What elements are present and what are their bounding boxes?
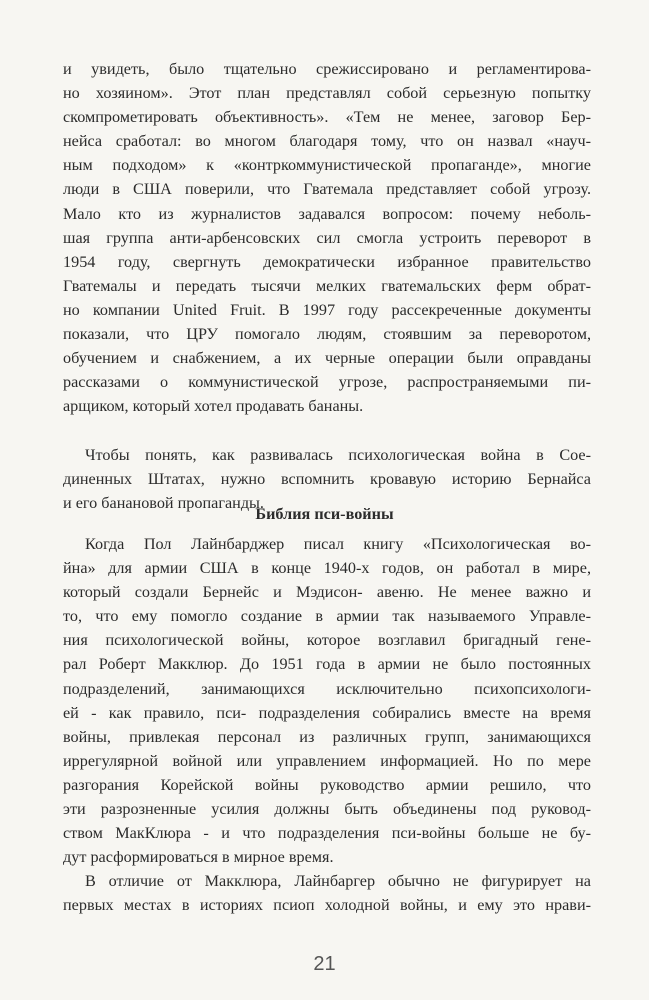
text-line: показали, что ЦРУ помогало людям, стоявшим за переворотом,: [63, 325, 591, 344]
text-line: и его банановой пропаганды.: [63, 494, 264, 513]
text-line: дут расформироваться в мирное время.: [63, 848, 334, 867]
text-line: люди в США поверили, что Гватемала представляет собой угрозу.: [63, 180, 591, 199]
text-line: арщиком, который хотел продавать бананы.: [63, 397, 364, 416]
text-line: и увидеть, было тщательно срежиссировано и регламентирова-: [63, 60, 591, 78]
paragraph-1: [63, 57, 591, 418]
text-line: диненных Штатах, нужно вспомнить кровавую историю Бернайса: [63, 470, 591, 489]
text-line: ным подходом» к «контркоммунистической пропаганде», многие: [63, 156, 591, 175]
text-line: рал Роберт Макклюр. До 1951 года в армии не было постоянных: [63, 655, 591, 674]
text-line: рассказами о коммунистической угрозе, распространяемыми пи-: [63, 373, 591, 392]
text-line: Гватемалы и передать тысячи мелких гватемальских ферм обрат-: [63, 276, 591, 295]
text-line: ей - как правило, пси- подразделения собирались вместе на время: [63, 703, 591, 722]
text-line: Когда Пол Лайнбарджер писал книгу «Психологическая во-: [85, 535, 591, 553]
text-line: нейса сработал: во многом благодаря тому, что он назвал «науч-: [63, 132, 591, 151]
text-line: шая группа анти-арбенсовских сил смогла устроить переворот в: [63, 228, 591, 247]
paragraph-4: [63, 869, 591, 917]
text-line: войны, привлекая персонал из различных групп, занимающихся: [63, 727, 591, 746]
text-line: ния психологической войны, которое возглавил бригадный гене-: [63, 631, 591, 650]
text-line: первых местах в историях псиоп холодной войны, и ему это нрави-: [63, 896, 591, 915]
text-line: подразделений, занимающихся исключительно психопсихологи-: [63, 679, 591, 698]
text-line: разгорания Корейской войны руководство армии решило, что: [63, 775, 591, 794]
paragraph-3: [63, 532, 591, 869]
section-heading: Библия пси-войны: [255, 505, 394, 523]
text-line: скомпрометировать объективность». «Тем не менее, заговор Бер-: [63, 108, 591, 127]
text-line: Чтобы понять, как развивалась психологическая война в Сое-: [85, 446, 591, 464]
page-number: 21: [313, 953, 336, 975]
text-line: эти разрозненные усилия должны быть объединены под руковод-: [63, 800, 591, 819]
text-line: но хозяином». Этот план представлял собой серьезную попытку: [63, 84, 591, 103]
text-line: 1954 году, свергнуть демократически избранное правительство: [63, 252, 591, 271]
text-line: который создали Бернейс и Мэдисон- авеню. Не менее важно и: [63, 583, 591, 602]
text-line: то, что ему помогло создание в армии так называемого Управле-: [63, 607, 591, 626]
text-line: ством МакКлюра - и что подразделения пси-войны больше не бу-: [63, 824, 591, 843]
text-line: В отличие от Макклюра, Лайнбаргер обычно не фигурирует на: [85, 872, 591, 890]
text-line: Мало кто из журналистов задавался вопросом: почему неболь-: [63, 204, 591, 223]
text-line: обучением и снабжением, а их черные операции были оправданы: [63, 349, 591, 368]
text-line: но компании United Fruit. В 1997 году рассекреченные документы: [63, 300, 591, 319]
text-line: иррегулярной войной или управлением информацией. Но по мере: [63, 751, 591, 770]
text-line: йна» для армии США в конце 1940-х годов, он работал в мире,: [63, 559, 591, 578]
